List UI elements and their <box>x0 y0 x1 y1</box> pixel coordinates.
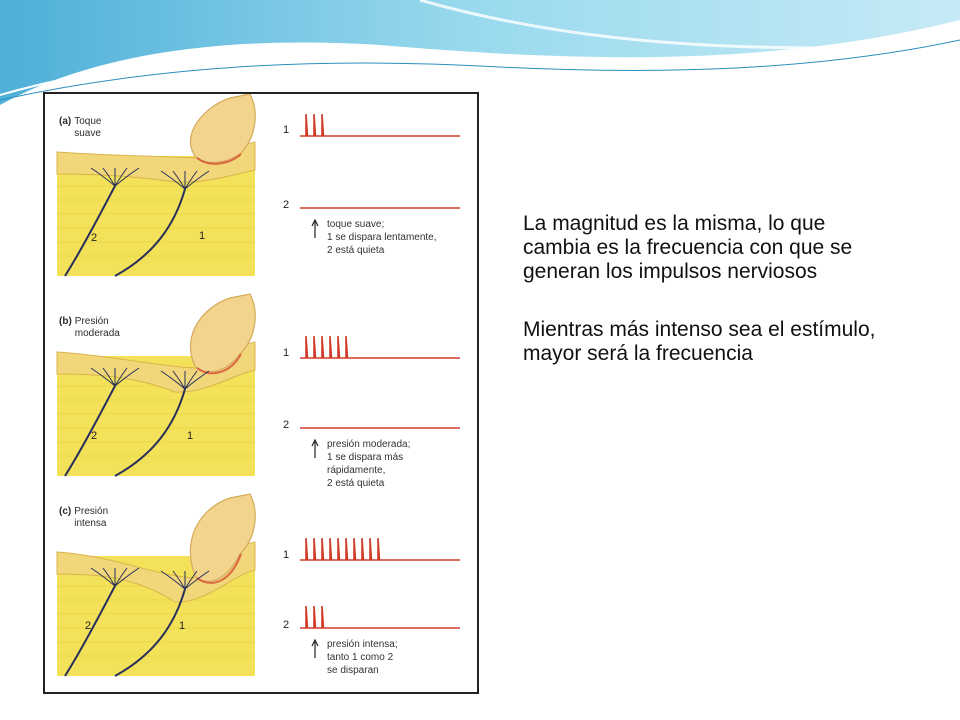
panel-c-letter: (c) <box>59 506 72 517</box>
panel-a-label-line-1: Toque <box>74 116 102 127</box>
panel-c-caption-line-2: tanto 1 como 2 <box>327 652 394 663</box>
panel-c-stimulus-arrow-icon <box>312 640 318 658</box>
panel-b-caption-line-1: presión moderada; <box>327 439 411 450</box>
panel-a-label <box>59 116 101 140</box>
panel-b-trace-1 <box>300 336 460 358</box>
panel-a-stimulus-arrow-icon <box>312 220 318 238</box>
panel-c-label-line-1: Presión <box>74 506 109 517</box>
panel-b-caption-line-3: rápidamente, <box>327 465 386 476</box>
panel-a-trace-2-label: 2 <box>283 199 290 211</box>
panel-a-label-line-2: suave <box>74 128 101 139</box>
panel-a-caption-line-2: 1 se dispara lentamente, <box>327 232 437 243</box>
panel-b-label <box>59 316 120 340</box>
panel-a-caption <box>327 218 437 257</box>
panel-a-trace-1-label: 1 <box>283 124 290 136</box>
panel-a-caption-line-3: 2 está quieta <box>327 245 385 256</box>
panel-b-label-line-2: moderada <box>74 328 120 339</box>
panel-c-caption <box>327 638 398 677</box>
panel-b-label-line-1: Presión <box>74 316 109 327</box>
panel-a-neuron-1-label: 1 <box>199 230 206 242</box>
panel-c-label-line-2: intensa <box>74 518 107 529</box>
panel-c-label <box>59 506 108 530</box>
panel-b-stimulus-arrow-icon <box>312 440 318 458</box>
panel-c-neuron-2-label: 2 <box>85 620 92 632</box>
panel-b-caption-line-4: 2 está quieta <box>327 478 385 489</box>
explanation-paragraph-1: La magnitud es la misma, lo que cambia es la frecuencia con que se generan los impulsos nerviosos <box>523 212 853 283</box>
panel-c-neuron-1-label: 1 <box>179 620 186 632</box>
panel-a-letter: (a) <box>59 116 72 127</box>
panel-c-trace-2 <box>300 606 460 628</box>
panel-b-neuron-2-label: 2 <box>91 430 98 442</box>
panel-c-trace-2-label: 2 <box>283 619 290 631</box>
explanation-text <box>523 212 883 400</box>
touch-intensity-figure <box>43 92 479 694</box>
panel-a-neuron-2-label: 2 <box>91 232 98 244</box>
panel-a-caption-line-1: toque suave; <box>327 219 385 230</box>
figure-drawing <box>45 94 477 692</box>
panel-b-trace-2-label: 2 <box>283 419 290 431</box>
panel-c-trace-1 <box>300 538 460 560</box>
panel-b-trace-1-label: 1 <box>283 347 290 359</box>
panel-b-caption <box>327 438 410 490</box>
panel-c-caption-line-1: presión intensa; <box>327 639 398 650</box>
panel-c-trace-1-label: 1 <box>283 549 290 561</box>
panel-b-neuron-1-label: 1 <box>187 430 194 442</box>
panel-b-caption-line-2: 1 se dispara más <box>327 452 404 463</box>
panel-a-trace-1 <box>300 114 460 136</box>
explanation-paragraph-2: Mientras más intenso sea el estímulo, mayor será la frecuencia <box>523 318 876 365</box>
panel-c-caption-line-3: se disparan <box>327 665 379 676</box>
panel-b-letter: (b) <box>59 316 72 327</box>
